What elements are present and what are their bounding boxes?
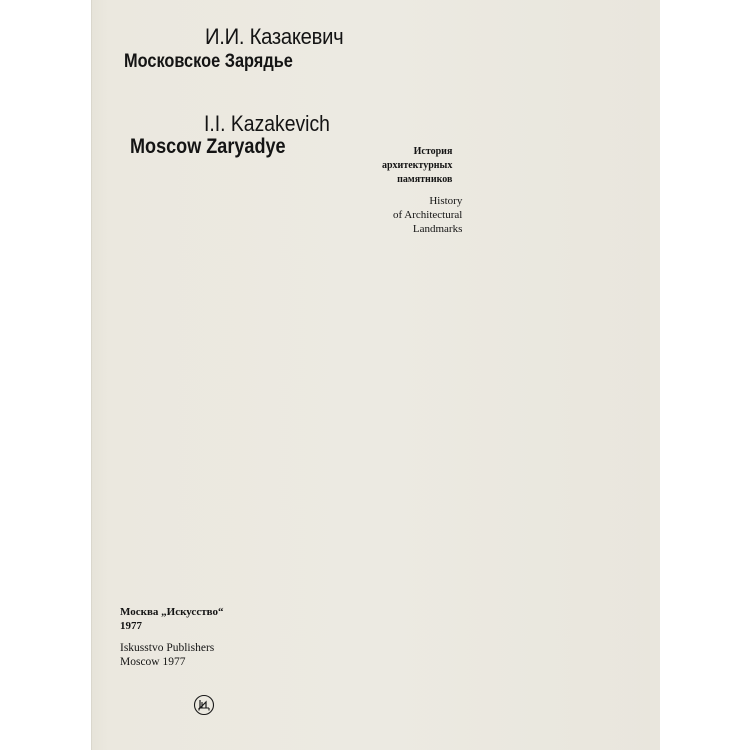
publisher-russian — [120, 605, 223, 633]
series-russian-line: История — [413, 146, 453, 157]
publisher-english-line: Iskusstvo Publishers — [120, 642, 215, 654]
series-russian-line: архитектурных — [382, 160, 453, 171]
series-russian-line: памятников — [397, 174, 453, 185]
title-english: Moscow Zaryadye — [130, 135, 286, 158]
title-page — [91, 0, 660, 750]
series-english-line: of Architectural — [393, 209, 463, 221]
publisher-english — [120, 641, 214, 669]
publisher-russian-line: Москва „Искусство“ — [120, 606, 224, 618]
series-english — [393, 194, 462, 236]
series-russian — [382, 145, 452, 187]
author-russian: И.И. Казакевич — [205, 24, 344, 49]
publisher-english-line: Moscow 1977 — [120, 656, 186, 668]
publisher-russian-line: 1977 — [120, 620, 142, 632]
author-english: I.I. Kazakevich — [204, 111, 330, 136]
title-russian: Московское Зарядье — [124, 51, 293, 72]
series-english-line: Landmarks — [412, 223, 463, 235]
series-english-line: History — [429, 195, 463, 207]
publisher-seal-icon — [193, 694, 215, 716]
